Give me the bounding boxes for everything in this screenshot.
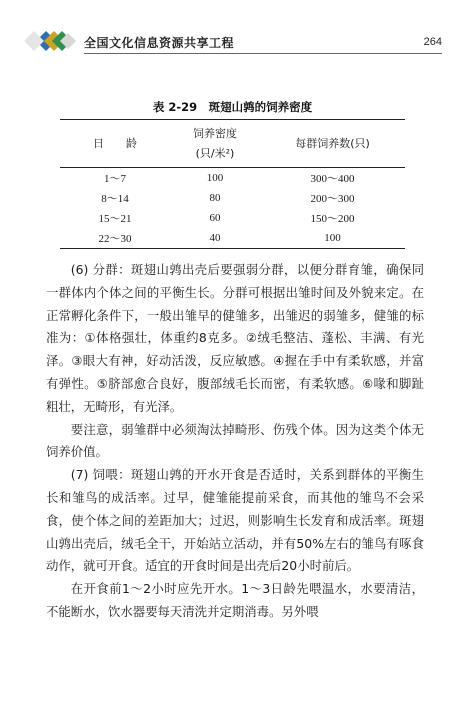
paragraph: 要注意，弱雏群中必须淘汰掉畸形、伤残个体。因为这类个体无饲养价值。 <box>46 421 424 460</box>
cell-age: 15～21 <box>98 213 132 225</box>
site-title: 全国文化信息资源共享工程 <box>84 36 235 50</box>
cell-count: 200～300 <box>310 193 355 205</box>
page-header <box>22 26 442 58</box>
logo-icon <box>22 28 84 54</box>
table-row <box>60 228 405 249</box>
cell-age: 22～30 <box>98 233 132 245</box>
header-divider <box>84 53 442 54</box>
paragraph: (7) 饲喂：斑翅山鹑的开水开食是否适时，关系到群体的平衡生长和雏鸟的成活率。过早，健雏能提前采食，而其他的雏鸟不会采食，使个体之间的差距加大；过迟，则影响生长发育和成活率。斑翅山鹑出壳后，绒毛全干，开始站立活动，并有50%左右的雏鸟有啄食动作，就可开食。适宜的开食时间是出壳后20小时前后。 <box>46 467 424 574</box>
table-row <box>60 208 405 228</box>
body-text <box>46 259 424 624</box>
cell-density: 60 <box>209 212 221 224</box>
cell-density: 100 <box>206 172 224 184</box>
table-row <box>60 168 405 189</box>
column-header-density-line1: 饲养密度 <box>193 126 237 140</box>
column-header-density <box>170 120 260 168</box>
column-header-age: 日 龄 <box>93 136 137 150</box>
table-caption: 表 2-29 斑翅山鹑的饲养密度 <box>152 100 313 114</box>
table-header-row <box>60 120 405 168</box>
page-number: 264 <box>423 36 442 48</box>
cell-count: 100 <box>324 232 341 244</box>
cell-density: 40 <box>209 232 221 244</box>
paragraph: (6) 分群：斑翅山鹑出壳后要强弱分群，以便分群育雏，确保同一群体内个体之间的平衡生长。分群可根据出雏时间及外貌来定。在正常孵化条件下，一般出雏早的健雏多，出雏迟的弱雏多，健雏的标准为：①体格强壮，体重约8克多。②绒毛整洁、蓬松、丰满、有光泽。③眼大有神，好动活泼，反应敏感。④握在手中有柔软感，并富有弹性。⑤脐部愈合良好，腹部绒毛长而密，有柔软感。⑥喙和脚趾粗壮，无畸形，有光泽。 <box>46 262 424 414</box>
density-table <box>60 119 405 249</box>
column-header-density-line2: (只/米²) <box>195 146 235 160</box>
cell-age: 1～7 <box>104 173 126 185</box>
cell-count: 150～200 <box>310 213 355 225</box>
data-table <box>60 119 405 249</box>
cell-density: 80 <box>209 192 221 204</box>
cell-age: 8～14 <box>101 193 129 205</box>
column-header-count: 每群饲养数(只) <box>295 136 370 150</box>
paragraph: 在开食前1～2小时应先开水。1～3日龄先喂温水，水要清洁，不能断水，饮水器要每天清洗并定期消毒。另外喂 <box>46 581 424 619</box>
cell-count: 300～400 <box>310 173 355 185</box>
table-row <box>60 188 405 208</box>
